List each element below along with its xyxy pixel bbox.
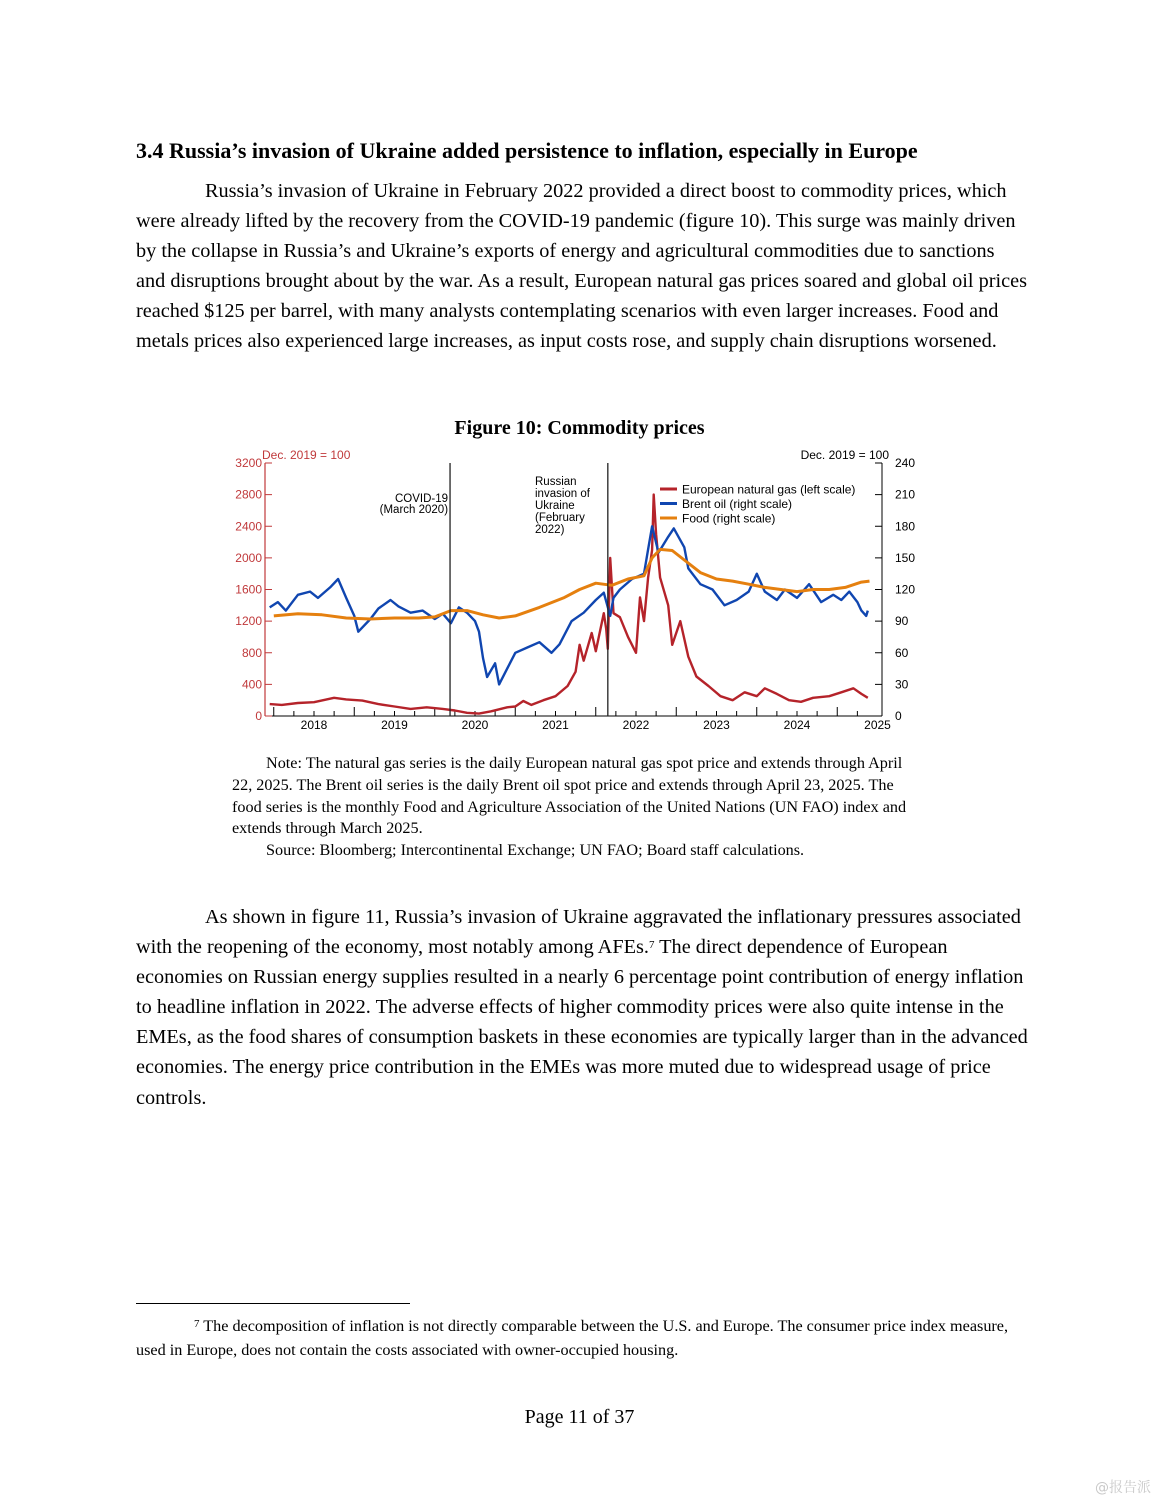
x-axis-tick-label: 2023 [703,718,730,732]
footnote-reference[interactable]: 7 [648,939,655,952]
right-axis-tick-label: 60 [895,645,909,660]
x-axis-tick-label: 2018 [300,718,328,732]
footnote-text: The decomposition of inflation is not directly comparable between the U.S. and Europe. The consumer price index measure, used in Europe, does not contain the costs associated with owner-occupied housing. [136,1317,1009,1359]
paragraph-2-text [136,902,1028,1113]
right-axis-tick-label: 210 [895,487,916,502]
left-axis-tick-label: 0 [255,709,262,723]
annotation-invasion: 2022) [535,524,565,536]
footnote [136,1314,1016,1362]
x-axis-tick-label: 2021 [542,718,569,732]
x-axis-tick-label: 2024 [783,718,811,732]
legend-label: Food (right scale) [682,511,776,526]
footnote-number: 7 [194,1318,200,1330]
series-line-european [270,495,868,714]
paragraph-1-text: Russia’s invasion of Ukraine in February 2022 provided a direct boost to commodity prices, which were already lifted by the recovery from the COVID-19 pandemic (figure 10). This surge was mainly driven by the collapse in Russia’s and Ukraine’s exports of energy and agricultural commodities due to sanctions and disruptions brought about by the war. As a result, European natural gas prices soared and global oil prices reached $125 per barrel, with many analysts contemplating scenarios with even larger increases. Food and metals prices also experienced large increases, as input costs rose, and supply chain disruptions worsened. [136,180,1028,353]
right-axis-tick-label: 90 [895,614,909,629]
left-axis-tick-label: 1200 [235,614,262,629]
right-axis-tick-label: 30 [895,677,909,692]
right-axis-label: Dec. 2019 = 100 [800,448,889,462]
right-axis-tick-label: 180 [895,519,916,534]
annotation-invasion: Ukraine [535,500,575,512]
paragraph-figure-11 [136,902,1028,1113]
annotation-covid: COVID-19 [394,493,449,505]
left-axis-tick-label: 2400 [235,519,262,534]
left-axis-tick-label: 2000 [235,550,262,565]
figure-note [232,753,922,862]
annotation-covid: (March 2020) [379,504,449,516]
left-axis-tick-label: 400 [241,677,262,692]
right-axis-tick-label: 150 [895,550,916,565]
x-axis-tick-label: 2020 [461,718,489,732]
series-line-brent [270,526,868,684]
x-axis-tick-label: 2025 [864,718,891,732]
right-axis-tick-label: 0 [895,709,902,723]
series-line-food [274,549,870,619]
left-axis-label: Dec. 2019 = 100 [262,448,351,462]
figure-note-text: Note: The natural gas series is the daily European natural gas spot price and extends through April 22, 2025. The Brent oil series is the daily Brent oil spot price and extends through April 23, 2025. The food series is the monthly Food and Agriculture Association of the United Nations (UN FAO) index and extends through March 2025. [232,754,907,838]
page-number: Page 11 of 37 [524,1406,635,1428]
left-axis-tick-label: 2800 [235,487,262,502]
left-axis-tick-label: 3200 [235,456,262,470]
figure-source-text: Source: Bloomberg; Intercontinental Exchange; UN FAO; Board staff calculations. [266,841,805,860]
commodity-prices-chart [0,0,1159,745]
x-axis-tick-label: 2022 [622,718,650,732]
annotation-invasion: (February [535,512,585,524]
annotation-invasion: Russian [535,476,577,488]
footnote-divider [136,1303,410,1304]
right-axis-tick-label: 240 [895,456,916,470]
left-axis-tick-label: 800 [241,645,262,660]
left-axis-tick-label: 1600 [235,582,262,597]
legend-label: European natural gas (left scale) [682,482,856,497]
annotation-invasion: invasion of [535,488,590,500]
section-heading: 3.4 Russia’s invasion of Ukraine added persistence to inflation, especially in Europe [136,138,918,163]
x-axis-tick-label: 2019 [381,718,408,732]
legend-label: Brent oil (right scale) [682,497,793,511]
watermark: @报告派 [1095,1480,1151,1496]
paragraph-2-part2: The direct dependence of European economies on Russian energy supplies resulted in a nearly 6 percentage point contribution of energy inflation to headline inflation in 2022. The adverse effects of higher commodity prices were also quite intense in the EMEs, as the food shares of consumption baskets in these economies are typically larger than in the advanced economies. The energy price contribution in the EMEs was more muted due to widespread usage of price controls. [136,936,1028,1109]
right-axis-tick-label: 120 [895,582,916,597]
paragraph-2-part1: As shown in figure 11, Russia’s invasion of Ukraine aggravated the inflationary pressures associated with the reopening of the economy, most notably among AFEs. [136,906,1021,959]
figure-title: Figure 10: Commodity prices [454,417,705,439]
